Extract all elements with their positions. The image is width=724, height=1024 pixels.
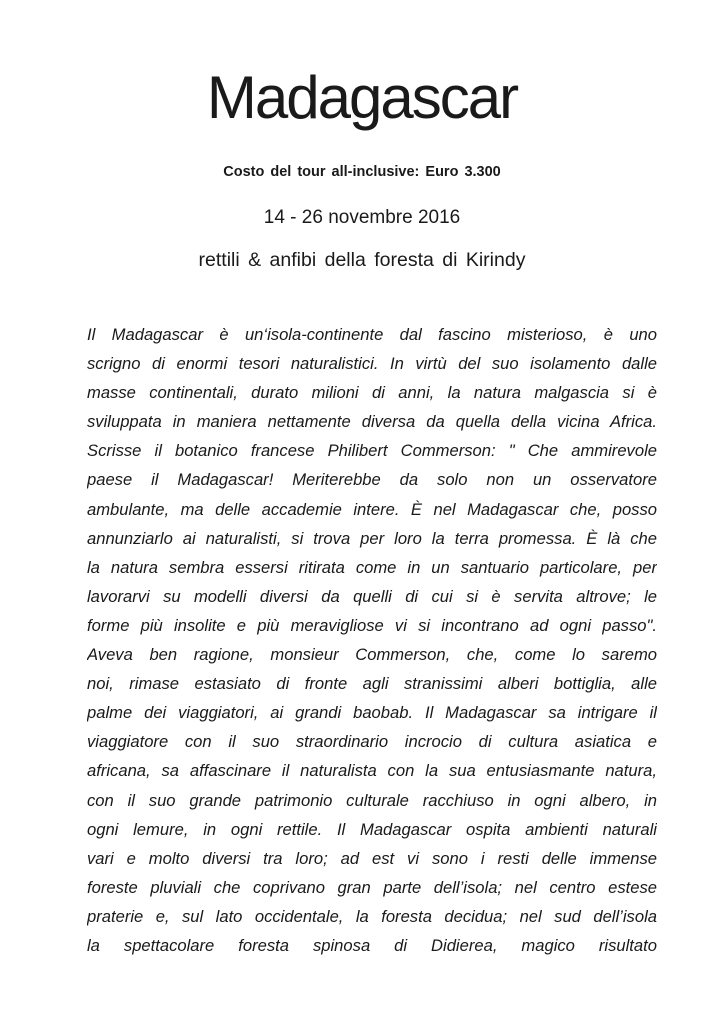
body-line: foreste pluviali che coprivano gran parte dell’isola; nel centro estese [87,877,657,897]
body-line: annunziarlo ai naturalisti, si trova per loro la terra promessa. È là che [87,528,657,548]
tour-subtitle: rettili & anfibi della foresta di Kirindy [198,249,526,271]
body-line: masse continentali, durato milioni di anni, la natura malgascia si è [87,383,657,403]
body-line: ogni lemure, in ogni rettile. Il Madagascar ospita ambienti naturali [87,819,657,839]
body-line: africana, sa affascinare il naturalista con la sua entusiasmante natura, [87,761,657,781]
document-title: Madagascar [206,64,518,131]
tour-dates: 14 - 26 novembre 2016 [263,207,461,228]
body-line: scrigno di enormi tesori naturalistici. In virtù del suo isolamento dalle [87,354,657,374]
body-line: sviluppata in maniera nettamente diversa da quella della vicina Africa. [87,412,657,432]
body-line: Aveva ben ragione, monsieur Commerson, che, come lo saremo [87,645,657,665]
body-line: praterie e, sul lato occidentale, la foresta decidua; nel sud dell’isola [87,906,657,926]
body-line: vari e molto diversi tra loro; ad est vi sono i resti delle immense [87,848,657,868]
body-line: la natura sembra essersi ritirata come in un santuario particolare, per [87,557,657,577]
tour-cost: Costo del tour all-inclusive: Euro 3.300 [223,164,501,180]
body-line: forme più insolite e più meravigliose vi si incontrano ad ogni passo". [87,615,657,635]
body-line: lavorarvi su modelli diversi da quelli di cui si è servita altrove; le [87,586,657,606]
body-line: con il suo grande patrimonio culturale racchiuso in ogni albero, in [87,790,657,810]
body-line: palme dei viaggiatori, ai grandi baobab. Il Madagascar sa intrigare il [87,703,657,723]
body-line: Il Madagascar è un‘isola-continente dal fascino misterioso, è uno [87,325,657,344]
body-line: viaggiatore con il suo straordinario incrocio di cultura asiatica e [87,732,657,752]
body-line: Scrisse il botanico francese Philibert Commerson: " Che ammirevole [87,441,657,461]
body-line: paese il Madagascar! Meriterebbe da solo non un osservatore [87,470,657,490]
body-line: la spettacolare foresta spinosa di Didierea, magico risultato [87,935,657,955]
body-paragraph [87,320,657,960]
body-line: noi, rimase estasiato di fronte agli stranissimi alberi bottiglia, alle [87,674,657,694]
body-line: ambulante, ma delle accademie intere. È nel Madagascar che, posso [87,499,657,519]
